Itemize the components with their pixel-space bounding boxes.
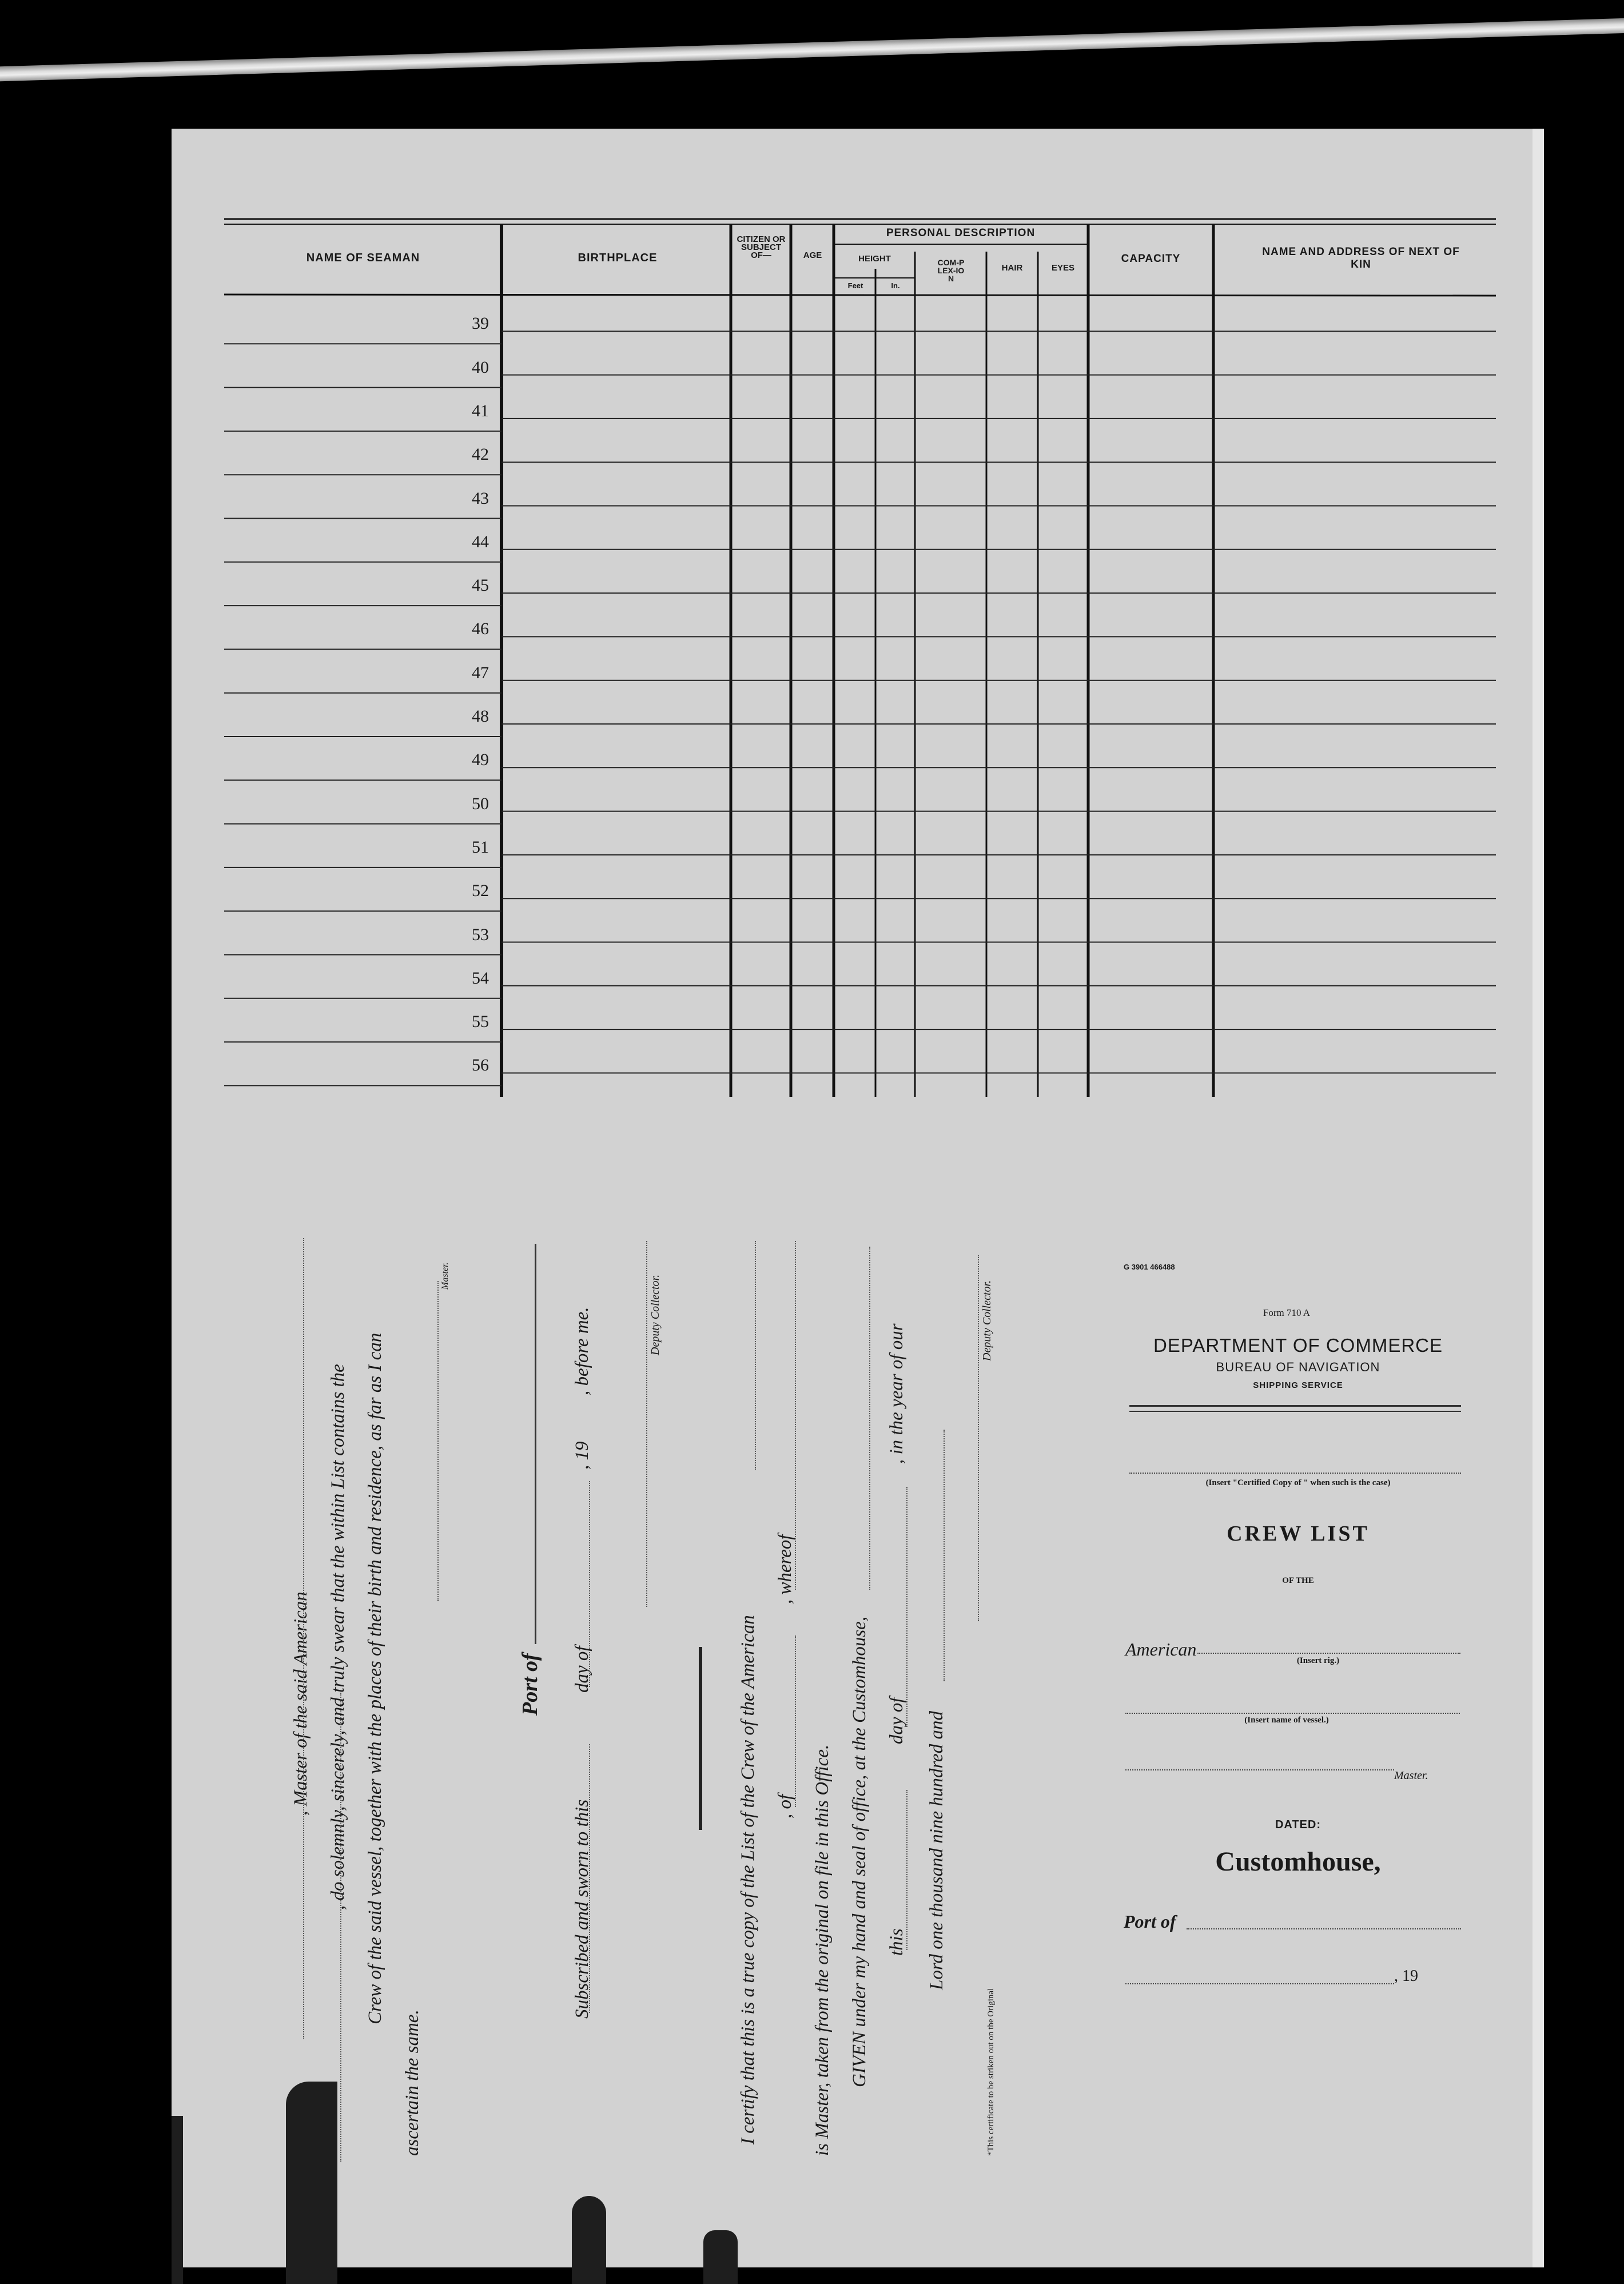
row-number: 41 (472, 401, 489, 420)
cert-this-line (906, 1790, 909, 1950)
oath-day-of: day of (572, 1646, 592, 1693)
bureau-title: BUREAU OF NAVIGATION (1216, 1360, 1380, 1374)
insert-rig-note: (Insert rig.) (1296, 1656, 1340, 1665)
row-number: 45 (472, 576, 489, 595)
dated-label: DATED: (1275, 1819, 1322, 1831)
page-damage (286, 2082, 337, 2284)
certificate-line-4: GIVEN under my hand and seal of office, at the Customhouse, (849, 1616, 870, 2087)
certificate-whereof: , whereof (775, 1534, 795, 1604)
oath-blank-line (303, 1238, 305, 2039)
certificate-line-3: is Master, taken from the original on file in this Office. (812, 1744, 833, 2156)
row-number: 39 (472, 314, 489, 333)
header-eyes: EYES (1051, 263, 1075, 273)
oath-line-4: ascertain the same. (402, 2010, 423, 2156)
header-birthplace: BIRTHPLACE (578, 252, 658, 264)
cert-deputy-line (978, 1255, 980, 1621)
form-number: Form 710 A (1263, 1307, 1311, 1318)
row-number: 44 (472, 532, 489, 551)
cert-of-line (795, 1636, 797, 1807)
row-number: 48 (472, 707, 489, 726)
vessel-name-line (1125, 1713, 1460, 1714)
cover-nineteen: , 19 (1394, 1967, 1418, 1985)
header-inches: In. (891, 281, 900, 290)
page-damage-3 (703, 2230, 738, 2284)
header-feet: Feet (847, 281, 863, 290)
row-number: 55 (472, 1012, 489, 1032)
row-number: 51 (472, 837, 489, 857)
row-number: 50 (472, 794, 489, 813)
master-signature-line (437, 1281, 440, 1601)
oath-date-line (589, 1744, 591, 2013)
page-damage-edge (172, 2116, 183, 2284)
oath-deputy-collector: Deputy Collector. (649, 1274, 662, 1355)
cover-date-line (1125, 1983, 1394, 1984)
insert-certified-note: (Insert "Certified Copy of " when such is the case) (1205, 1478, 1391, 1487)
page-damage-2 (572, 2196, 606, 2284)
oath-master-label: Master. (440, 1262, 450, 1290)
port-of-line (535, 1244, 538, 1644)
deputy-signature-line (646, 1241, 648, 1607)
table-grid (0, 0, 1624, 1115)
row-number: 54 (472, 968, 489, 988)
oath-line-2: , do solemnly, sincerely, and truly swear that the within List contains the (328, 1364, 348, 1910)
subscribed-text: Subscribed and sworn to this (572, 1799, 592, 2019)
cover-port-of-label: Port of (1124, 1911, 1176, 1932)
department-title: DEPARTMENT OF COMMERCE (1153, 1335, 1443, 1356)
cover-master-label: Master. (1394, 1769, 1428, 1782)
cert-day-line (906, 1487, 909, 1727)
certificate-day-of: day of (886, 1697, 907, 1744)
cert-port-line (795, 1241, 797, 1590)
insert-vessel-note: (Insert name of vessel.) (1244, 1716, 1329, 1725)
row-number: 56 (472, 1056, 489, 1075)
cert-customhouse-line (869, 1247, 871, 1590)
cert-vessel-line (755, 1241, 757, 1470)
header-hair: HAIR (1001, 263, 1023, 273)
row-number: 52 (472, 881, 489, 901)
oath-line-3: Crew of the said vessel, together with the places of their birth and residence, as far as I can (365, 1332, 385, 2024)
header-next-of-kin: NAME AND ADDRESS OF NEXT OF KIN (1262, 246, 1460, 270)
row-number: 43 (472, 488, 489, 508)
certified-copy-line (1129, 1473, 1461, 1474)
service-title: SHIPPING SERVICE (1253, 1380, 1343, 1390)
of-the-label: OF THE (1282, 1576, 1314, 1585)
certificate-year: , in the year of our (886, 1323, 907, 1464)
row-number: 47 (472, 663, 489, 682)
oath-day-line (589, 1481, 591, 1687)
oath-line-1: , Master of the said American (290, 1591, 311, 1816)
certificate-of: , of (775, 1794, 795, 1819)
oath-blank-line-2 (340, 1693, 343, 2162)
certificate-footnote: *This certificate to be striken out on the Original (986, 1988, 996, 2156)
cover-rule-1 (1129, 1405, 1461, 1407)
header-age: AGE (803, 250, 822, 260)
crew-list-title: CREW LIST (1227, 1522, 1370, 1546)
header-personal-description: PERSONAL DESCRIPTION (886, 227, 1036, 239)
before-me: , before me. (572, 1307, 592, 1395)
header-citizen: CITIZEN OR SUBJECT OF— (737, 234, 786, 260)
header-name-of-seaman: NAME OF SEAMAN (306, 252, 420, 264)
cover-rule-2 (1129, 1411, 1461, 1412)
certificate-lord: Lord one thousand nine hundred and (926, 1711, 947, 1990)
print-code: G 3901 466488 (1124, 1263, 1175, 1271)
oath-nineteen: , 19 (572, 1441, 592, 1470)
row-number: 42 (472, 445, 489, 464)
header-complexion: COM-PLEX-ION (937, 258, 965, 283)
header-capacity: CAPACITY (1121, 253, 1181, 265)
port-of-label: Port of (518, 1653, 542, 1716)
rig-line (1197, 1653, 1460, 1654)
header-height: HEIGHT (858, 254, 891, 264)
cover-port-line (1187, 1928, 1461, 1929)
cert-year-line (944, 1430, 946, 1681)
master-line (1125, 1769, 1394, 1770)
row-number: 53 (472, 925, 489, 944)
certificate-line-1: I certify that this is a true copy of the List of the Crew of the American (738, 1615, 758, 2144)
section-divider (699, 1647, 702, 1830)
certificate-this: this (886, 1928, 907, 1956)
row-number: 46 (472, 619, 489, 639)
row-number: 40 (472, 357, 489, 377)
american-label: American (1125, 1639, 1197, 1660)
certificate-deputy-collector: Deputy Collector. (981, 1280, 993, 1361)
row-number: 49 (472, 750, 489, 770)
customhouse-label: Customhouse, (1215, 1847, 1381, 1877)
